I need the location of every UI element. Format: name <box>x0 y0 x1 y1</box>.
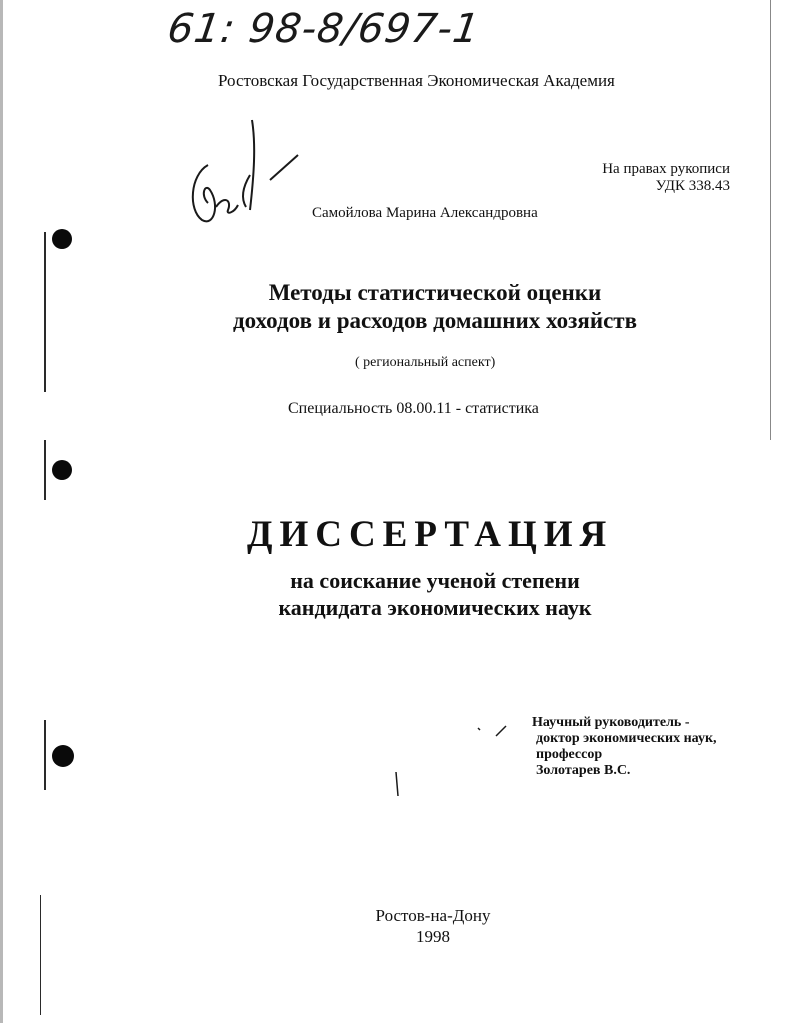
archive-code-handwritten: 61: 98-8/697-1 <box>164 6 483 52</box>
stray-pen-mark <box>392 770 402 798</box>
author-name: Самойлова Марина Александровна <box>312 205 538 221</box>
scan-artifact-line <box>44 440 46 500</box>
punch-hole-mark <box>52 460 72 480</box>
scan-artifact-line <box>44 232 46 392</box>
place-and-year <box>0 905 797 947</box>
stray-pen-mark <box>474 722 508 742</box>
degree-line-2: кандидата экономических наук <box>278 595 592 620</box>
place-city: Ростов-на-Дону <box>375 906 491 925</box>
udc-code: УДК 338.43 <box>655 178 730 194</box>
thesis-title-line-2: доходов и расходов домашних хозяйств <box>232 308 638 333</box>
handwritten-signature <box>180 115 310 235</box>
punch-hole-mark <box>52 229 72 249</box>
rights-notice <box>602 161 730 195</box>
scientific-supervisor <box>532 715 717 779</box>
scan-artifact-line <box>770 0 771 440</box>
publication-year: 1998 <box>416 927 450 946</box>
document-type-heading: ДИССЕРТАЦИЯ <box>247 514 614 555</box>
degree-statement <box>200 567 670 621</box>
degree-line-1: на соискание ученой степени <box>290 568 580 593</box>
supervisor-degree: доктор экономических наук, <box>536 731 717 746</box>
punch-hole-mark <box>52 745 74 767</box>
supervisor-rank: профессор <box>536 747 603 762</box>
thesis-aspect: ( региональный аспект) <box>355 355 496 370</box>
institution-name: Ростовская Государственная Экономическая Академия <box>218 71 615 90</box>
rights-label: На правах рукописи <box>602 161 730 177</box>
thesis-title-line-1: Методы статистической оценки <box>268 280 602 305</box>
thesis-title <box>130 279 740 335</box>
supervisor-name: Золотарев В.С. <box>536 763 631 778</box>
supervisor-role: Научный руководитель - <box>532 715 690 730</box>
specialty-line: Специальность 08.00.11 - статистика <box>288 400 539 417</box>
scan-artifact-line <box>44 720 46 790</box>
scan-edge <box>0 0 3 1023</box>
